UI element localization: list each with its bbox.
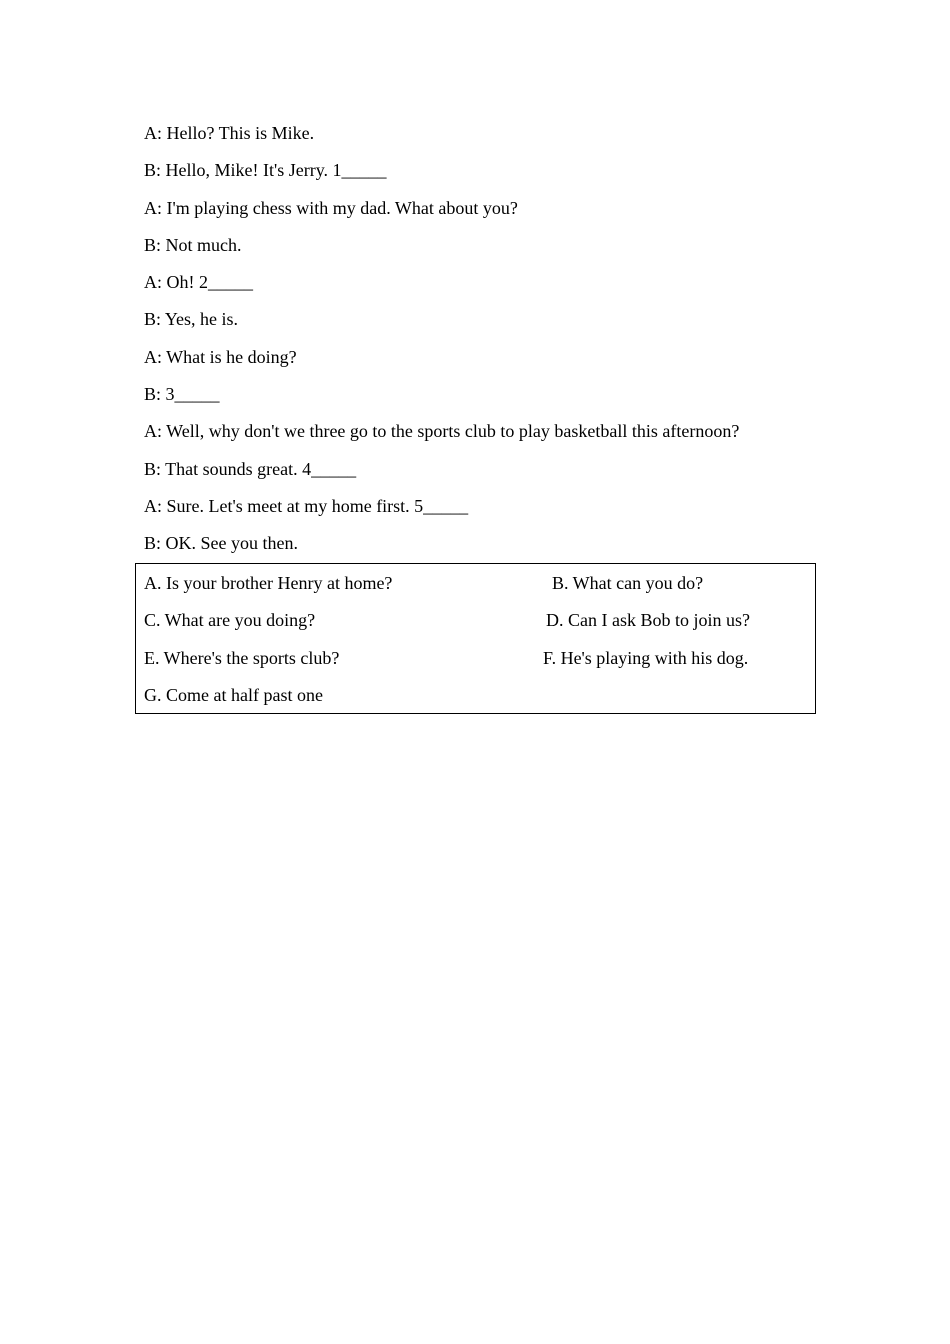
option-e: E. Where's the sports club? bbox=[144, 648, 340, 668]
option-c: C. What are you doing? bbox=[144, 610, 316, 630]
dialogue-line-7: A: What is he doing? bbox=[144, 346, 297, 367]
dialogue-line-4: B: Not much. bbox=[144, 234, 242, 255]
dialogue-line-6: B: Yes, he is. bbox=[144, 309, 239, 330]
options-box bbox=[135, 563, 816, 714]
dialogue-line-3: A: I'm playing chess with my dad. What about you? bbox=[144, 197, 518, 218]
option-a: A. Is your brother Henry at home? bbox=[144, 573, 393, 593]
dialogue-line-11: A: Sure. Let's meet at my home first. 5_____ bbox=[144, 495, 469, 516]
dialogue-line-2: B: Hello, Mike! It's Jerry. 1_____ bbox=[144, 160, 387, 181]
dialogue-line-8: B: 3_____ bbox=[144, 384, 220, 405]
option-d: D. Can I ask Bob to join us? bbox=[546, 610, 750, 630]
dialogue-line-12: B: OK. See you then. bbox=[144, 533, 298, 554]
option-f: F. He's playing with his dog. bbox=[543, 648, 749, 668]
dialogue bbox=[144, 121, 824, 569]
dialogue-line-10: B: That sounds great. 4_____ bbox=[144, 458, 357, 479]
dialogue-line-9: A: Well, why don't we three go to the sports club to play basketball this afternoon? bbox=[144, 421, 740, 442]
option-b: B. What can you do? bbox=[552, 573, 704, 593]
dialogue-line-1: A: Hello? This is Mike. bbox=[144, 123, 315, 143]
option-g: G. Come at half past one bbox=[144, 685, 323, 705]
dialogue-line-5: A: Oh! 2_____ bbox=[144, 272, 253, 293]
